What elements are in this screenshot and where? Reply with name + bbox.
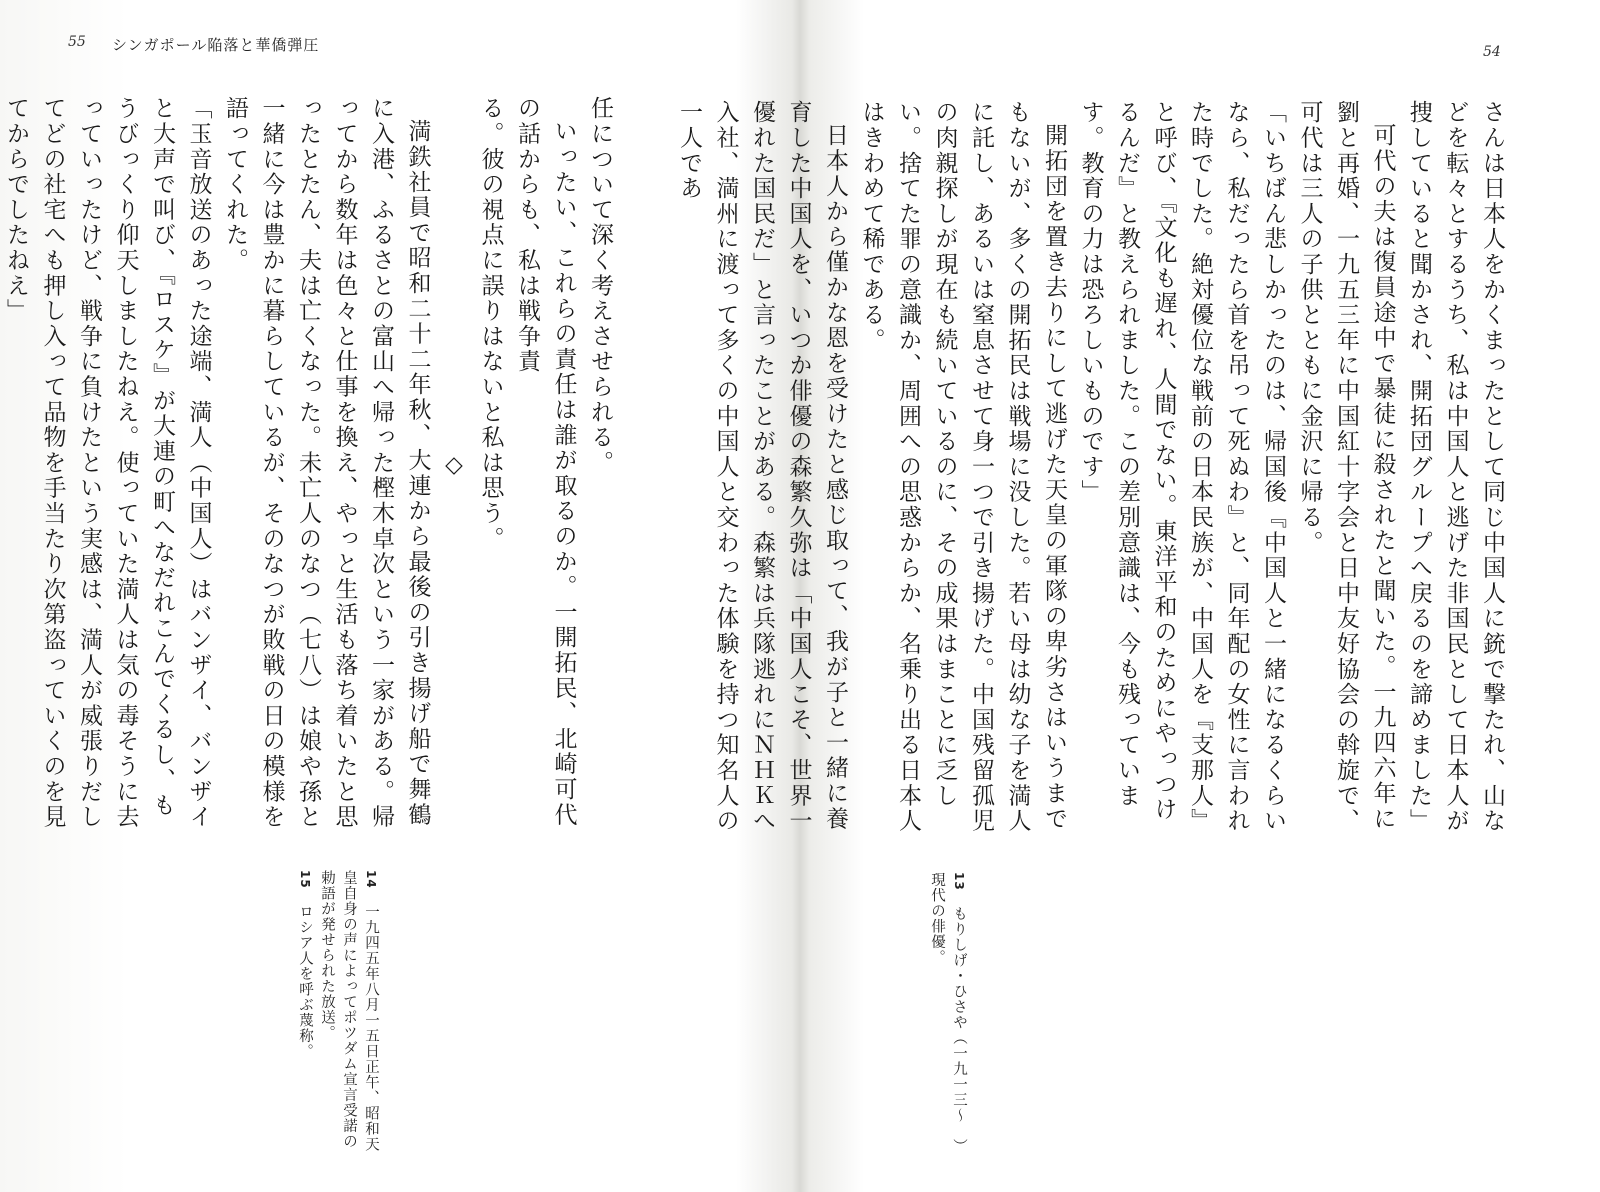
paragraph: 日本人から僅かな恩を受けたと感じ取って、我が子と一緒に養育した中国人を、いつか俳優の森繁久弥は「中国人こそ、世界一優れた国民だ」と言ったことがある。森繁は兵隊逃れにＮＨＫへ入社、満州に渡って多くの中国人と交わった体験を持つ知名人の一人であ (676, 100, 848, 834)
footnote-number: 14 (364, 870, 378, 889)
footnote-text: 一九四五年八月一五日正午、昭和天皇自身の声によってポツダム宣言受諾の勅語が発せられた放送。 (319, 870, 379, 1153)
right-page (676, 0, 1600, 1192)
paragraph: 「玉音放送のあった途端、満人（中国人）はバンザイ、バンザイと大声で叫び、『ロスケ』が大連の町へなだれこんでくるし、もうびっくり仰天しましたねえ。使っていた満人は気の毒そうに去っていったけど、戦争に負けたという実感は、満人が威張りだしてどの社宅へも押し入って品物を手当たり次第盗っていくのを見てからでしたねえ」 (3, 96, 212, 830)
page-number: 54 (1483, 44, 1501, 60)
paragraph: 可代の夫は復員途中で暴徒に殺されたと聞いた。一九四六年に劉と再婚、一九五三年に中国紅十字会と日中友好協会の斡旋で、可代は三人の子供とともに金沢に帰る。 (1296, 100, 1396, 834)
footnote (926, 872, 970, 1162)
paragraph: 任について深く考えさせられる。 (587, 96, 613, 476)
paragraph: いったい、これらの責任は誰が取るのか。一開拓民、北崎可代の話からも、私は戦争責 (514, 96, 577, 828)
section-break-ornament: ◇ (441, 451, 467, 481)
paragraph: る。彼の視点に誤りはないと私は思う。 (477, 96, 504, 552)
left-body-text (3, 96, 618, 836)
footnote-text: ロシア人を呼ぶ蔑称。 (297, 904, 313, 1060)
footnote-number: 13 (952, 872, 966, 891)
footnote (294, 870, 316, 1160)
right-body-text (676, 100, 1510, 840)
paragraph: 満鉄社員で昭和二十二年秋、大連から最後の引き揚げ船で舞鶴に入港、ふるさとの富山へ帰った樫木卓次という一家がある。帰ってから数年は色々と仕事を換え、やっと生活も落ち着いたと思ったとたん、夫は亡くなった。未亡人のなつ（七八）は娘や孫と一緒に今は豊かに暮らしているが、そのなつが敗戦の日の模様を語ってくれた。 (222, 96, 431, 830)
paragraph: さんは日本人をかくまったとして同じ中国人に銃で撃たれ、山などを転々とするうち、私は中国人と逃げた非国民として日本人が捜していると聞かされ、開拓団グループへ戻るのを諦めました」 (1406, 100, 1505, 834)
paragraph: 開拓団を置き去りにして逃げた天皇の軍隊の卑劣さはいうまでもないが、多くの開拓民は戦場に没した。若い母は幼な子を満人に託し、あるいは窒息させて身一つで引き揚げた。中国残留孤児の肉親探しが現在も続いているのに、その成果はまことに乏しい。捨てた罪の意識か、周囲への思惑からか、名乗り出る日本人はきわめて稀である。 (858, 100, 1067, 834)
right-footnotes (920, 872, 970, 1162)
running-title: シンガポール陥落と華僑弾圧 (112, 36, 320, 54)
footnote-number: 15 (298, 870, 312, 889)
page-number: 55 (68, 34, 86, 50)
paragraph: 「いちばん悲しかったのは、帰国後『中国人と一緒になるくらいなら、私だったら首を吊って死ぬわ』と、同年配の女性に言われた時でした。絶対優位な戦前の日本民族が、中国人を『支那人』と呼び、『文化も遅れ、人間でない。東洋平和のためにやっつけるんだ』と教えられました。この差別意識は、今も残っています。教育の力は恐ろしいものです」 (1077, 100, 1286, 834)
left-footnotes (292, 870, 382, 1160)
footnote (316, 870, 382, 1160)
footnote-text: もりしげ・ひさや（一九一三〜 ）現代の俳優。 (929, 872, 967, 1155)
